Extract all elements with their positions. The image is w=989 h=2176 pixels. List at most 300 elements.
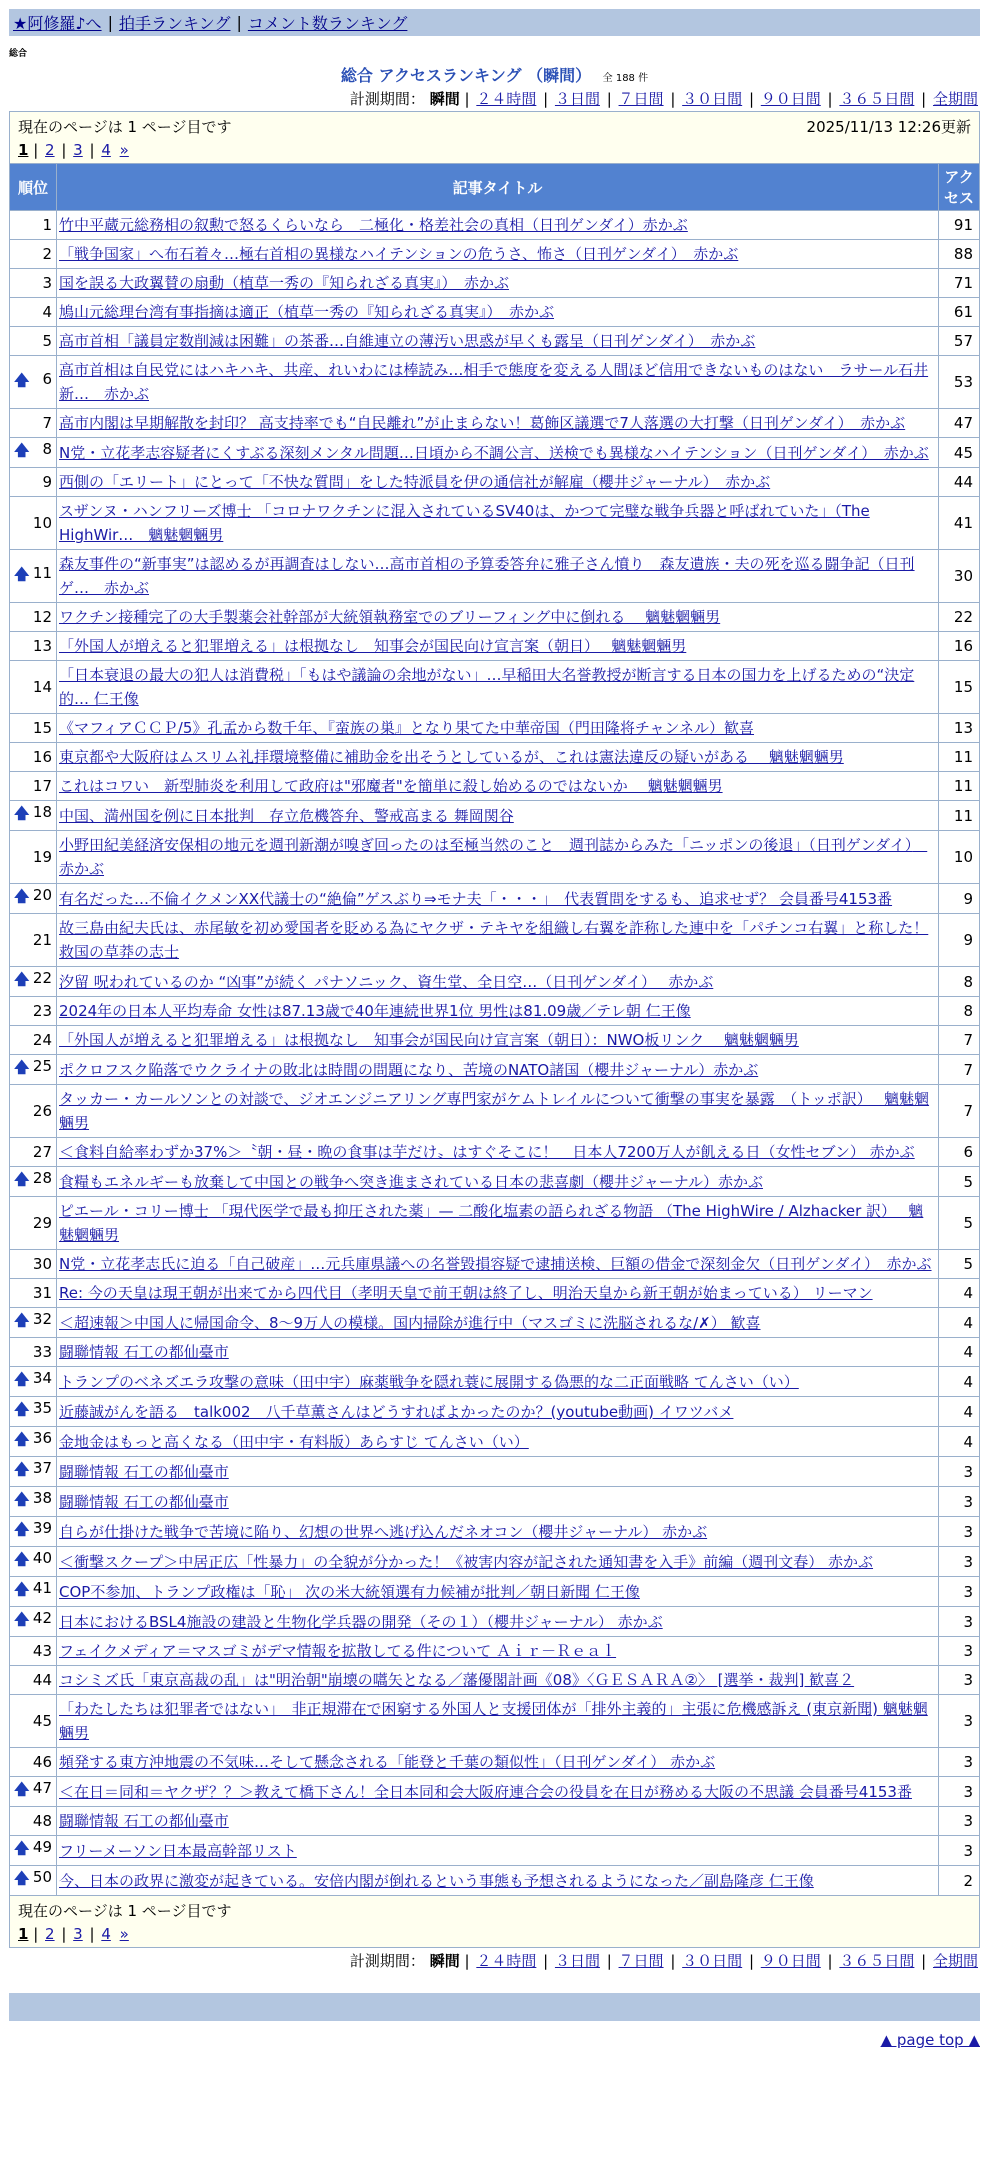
rank-number: 48 (32, 1812, 52, 1830)
period-option-link[interactable]: ２４時間 (476, 90, 537, 108)
article-title-link[interactable]: 国を誤る大政翼賛の扇動（植草一秀の『知られざる真実』） 赤かぶ (59, 274, 510, 292)
access-count: 4 (939, 1279, 980, 1308)
table-row (10, 1338, 980, 1367)
period-separator: | (601, 1952, 617, 1970)
table-row (10, 997, 980, 1026)
period-selector-bottom (9, 1950, 980, 1971)
next-page-link[interactable]: » (119, 141, 129, 159)
article-title-link[interactable]: 「外国人が増えると犯罪増える」は根拠なし 知事会が国民向け宣言案（朝日）：NWO板リンク 魑魅魍魎男 (59, 1031, 799, 1049)
table-row (10, 1577, 980, 1607)
rank-cell (10, 772, 57, 801)
rank-number: 26 (32, 1102, 52, 1120)
rank-number: 10 (32, 514, 52, 532)
title-cell (57, 1666, 939, 1695)
rank-cell (10, 1637, 57, 1666)
rank-cell (10, 211, 57, 240)
table-row (10, 743, 980, 772)
access-count: 4 (939, 1308, 980, 1338)
title-cell (57, 1026, 939, 1055)
rank-cell (10, 1547, 57, 1577)
table-row (10, 409, 980, 438)
rank-cell (10, 468, 57, 497)
title-cell (57, 1836, 939, 1866)
table-row (10, 468, 980, 497)
title-cell (57, 497, 939, 550)
access-column-header: アクセス (939, 164, 980, 211)
article-title-link[interactable]: スザンヌ・ハンフリーズ博士 「コロナワクチンに混入されているSV40は、かつて完璧な戦争兵器と呼ばれていた」（The HighWir… 魑魅魍魎男 (59, 502, 870, 544)
rank-cell (10, 1866, 57, 1896)
page-link[interactable]: 2 (45, 141, 55, 159)
rank-cell (10, 632, 57, 661)
up-arrow-icon: 🡅 (14, 1869, 30, 1887)
period-option-link[interactable]: 全期間 (932, 1952, 978, 1970)
page-link[interactable]: 4 (101, 1925, 111, 1943)
rank-cell (10, 1748, 57, 1777)
article-title-link[interactable]: N党・立花孝志容疑者にくすぶる深刻メンタル問題…日頃から不調公言、送検でも異様なハイテンション（日刊ゲンダイ） 赤かぶ (59, 443, 929, 462)
article-title-link[interactable]: 今、日本の政界に激変が起きている。安倍内閣が倒れるという事態も予想されるようになった／副島隆彦 仁王像 (59, 1871, 814, 1890)
article-title-link[interactable]: コシミズ氏「東京高裁の乱」は"明治朝"崩壊の嚆矢となる／藩優閣計画《08》〈ＧＥＳＡＲＡ②〉 [選挙・裁判] 歓喜２ (59, 1671, 855, 1689)
rank-cell (10, 409, 57, 438)
table-row (10, 1777, 980, 1807)
table-row (10, 1085, 980, 1138)
access-count: 3 (939, 1637, 980, 1666)
page-link[interactable]: 4 (101, 141, 111, 159)
rank-number: 28 (32, 1169, 52, 1187)
current-page-text-bottom: 現在のページは 1 ページ目です (18, 1902, 232, 1920)
title-column-header: 記事タイトル (57, 164, 939, 211)
up-arrow-icon: 🡅 (14, 970, 30, 988)
article-title-link[interactable]: 「外国人が増えると犯罪増える」は根拠なし 知事会が国民向け宣言案（朝日） 魑魅魍魎男 (59, 637, 687, 655)
access-count: 5 (939, 1197, 980, 1250)
article-title-link[interactable]: 有名だった…不倫イクメンXX代議士の“絶倫”ゲスぶり⇒モナ夫「・・・」 代表質問をするも、追求せず？ 会員番号4153番 (59, 889, 893, 908)
article-title-link[interactable]: 闘聯情報 石工の都仙臺市 (59, 1343, 229, 1361)
access-count: 5 (939, 1250, 980, 1279)
period-current: 瞬間 (429, 90, 460, 108)
access-count: 4 (939, 1397, 980, 1427)
rank-number: 40 (32, 1549, 52, 1567)
rank-number: 16 (32, 748, 52, 766)
period-separator: | (538, 90, 553, 108)
title-cell (57, 1487, 939, 1517)
title-cell (57, 438, 939, 468)
article-title-link[interactable]: タッカー・カールソンとの対談で、ジオエンジニアリング専門家がケムトレイルについて衝撃の事実を暴露 （トッポ訳） 魑魅魍魎男 (59, 1090, 930, 1132)
title-cell (57, 831, 939, 884)
article-title-link[interactable]: ピエール・コリー博士 「現代医学で最も抑圧された薬」— 二酸化塩素の語られざる物語 （The HighWire / Alzhacker 訳） 魑魅魍魎男 (59, 1202, 924, 1244)
title-cell (57, 661, 939, 714)
title-cell (57, 298, 939, 327)
rank-number: 42 (32, 1609, 52, 1627)
page-top-link[interactable]: ▲ page top ▲ (880, 2031, 980, 2049)
period-separator: | (665, 1952, 681, 1970)
ranking-title: 総合 アクセスランキング （瞬間） (340, 66, 592, 85)
rank-number: 5 (42, 332, 52, 350)
article-title-link[interactable]: 故三島由紀夫氏は、赤尾敏を初め愛国者を貶める為にヤクザ・テキヤを組織し右翼を詐称した連中を「パチンコ右翼」と称した！ 救国の草莽の志士 (59, 919, 929, 961)
table-row (10, 1607, 980, 1637)
article-title-link[interactable]: 鳩山元総理台湾有事指摘は適正（植草一秀の『知られざる真実』） 赤かぶ (59, 303, 555, 321)
access-count: 9 (939, 884, 980, 914)
period-option-link[interactable]: 全期間 (932, 90, 978, 108)
rank-cell (10, 1397, 57, 1427)
ranking-table (9, 111, 980, 1948)
article-title-link[interactable]: 西側の「エリート」にとって「不快な質問」をした特派員を伊の通信社が解雇（櫻井ジャーナル） 赤かぶ (59, 473, 771, 491)
article-title-link[interactable]: 《マフィアＣＣＰ/5》孔孟から数千年、『蛮族の巣』となり果てた中華帝国（門田隆将チャンネル）歓喜 (59, 719, 755, 737)
up-arrow-icon: 🡅 (14, 804, 30, 822)
article-title-link[interactable]: 高市首相は自民党にはハキハキ、共産、れいわには棒読み…相手で態度を変える人間ほど信用できないものはない ラサール石井 新… 赤かぶ (59, 361, 929, 403)
access-count: 71 (939, 269, 980, 298)
period-option-link[interactable]: ３０日間 (682, 1952, 743, 1970)
access-count: 5 (939, 1167, 980, 1197)
access-count: 3 (939, 1666, 980, 1695)
title-cell (57, 269, 939, 298)
article-title-link[interactable]: Re: 今の天皇は現王朝が出来てから四代目（孝明天皇で前王朝は終了し、明治天皇から新王朝が始まっている） リーマン (59, 1284, 873, 1302)
title-cell (57, 1167, 939, 1197)
rank-number: 6 (42, 369, 52, 388)
comment-ranking-link[interactable]: コメント数ランキング (247, 14, 408, 33)
article-title-link[interactable]: 日本におけるBSL4施設の建設と生物化学兵器の開発（その１）（櫻井ジャーナル） 赤かぶ (59, 1612, 663, 1631)
article-title-link[interactable]: 頻発する東方沖地震の不気味…そして懸念される「能登と千葉の類似性」（日刊ゲンダイ） 赤かぶ (59, 1753, 716, 1771)
period-separator: | (916, 90, 931, 108)
article-title-link[interactable]: これはコワい 新型肺炎を利用して政府は"邪魔者"を簡単に殺し始めるのではないか 魑魅魍魎男 (59, 777, 723, 795)
article-title-link[interactable]: 森友事件の“新事実”は認めるが再調査はしない…高市首相の予算委答弁に雅子さん憤り 森友遺族・夫の死を巡る闘争記（日刊ゲ… 赤かぶ (59, 555, 915, 597)
rank-cell (10, 1487, 57, 1517)
access-count: 3 (939, 1748, 980, 1777)
article-title-link[interactable]: 闘聯情報 石工の都仙臺市 (59, 1462, 229, 1481)
up-arrow-icon: 🡅 (14, 1780, 30, 1798)
title-cell (57, 1607, 939, 1637)
rank-number: 45 (32, 1712, 52, 1730)
up-arrow-icon: 🡅 (14, 1170, 30, 1188)
period-option-link[interactable]: ７日間 (618, 1952, 664, 1970)
period-separator: | (916, 1952, 931, 1970)
article-title-link[interactable]: ＜食料自給率わずか37%＞〝朝・昼・晩の食事は芋だけ〟はすぐそこに！ 日本人7200万人が飢える日（女性セブン） 赤かぶ (59, 1143, 915, 1161)
rank-number: 49 (32, 1838, 52, 1856)
title-cell (57, 1197, 939, 1250)
access-count: 13 (939, 714, 980, 743)
access-count: 3 (939, 1487, 980, 1517)
rank-cell (10, 497, 57, 550)
title-cell (57, 356, 939, 409)
up-arrow-icon: 🡅 (14, 1839, 30, 1857)
table-row (10, 298, 980, 327)
table-row (10, 1487, 980, 1517)
rank-number: 15 (32, 719, 52, 737)
access-count: 9 (939, 914, 980, 967)
page-link[interactable]: 3 (73, 141, 83, 159)
rank-number: 1 (42, 216, 52, 234)
table-row (10, 831, 980, 884)
article-title-link[interactable]: 高市内閣は早期解散を封印？ 高支持率でも“自民離れ”が止まらない！葛飾区議選で7人落選の大打撃（日刊ゲンダイ） 赤かぶ (59, 414, 906, 432)
rank-cell (10, 1836, 57, 1866)
title-cell (57, 1748, 939, 1777)
article-title-link[interactable]: 中国、満州国を例に日本批判 存立危機答弁、警戒高まる 舞岡関谷 (59, 806, 514, 825)
title-cell (57, 1427, 939, 1457)
table-row (10, 714, 980, 743)
clap-ranking-link[interactable]: 拍手ランキング (118, 14, 231, 33)
table-row (10, 1866, 980, 1896)
rank-cell (10, 1695, 57, 1748)
title-cell (57, 1338, 939, 1367)
table-row (10, 269, 980, 298)
rank-cell (10, 298, 57, 327)
article-title-link[interactable]: 「わたしたちは犯罪者ではない」 非正規滞在で困窮する外国人と支援団体が「排外主義的」主張に危機感訴え (東京新聞) 魑魅魍魎男 (59, 1700, 928, 1742)
top-nav-bar (9, 9, 980, 36)
up-arrow-icon: 🡅 (14, 1400, 30, 1418)
period-option-link[interactable]: ９０日間 (760, 1952, 821, 1970)
title-cell (57, 1577, 939, 1607)
title-cell (57, 1308, 939, 1338)
period-option-link[interactable]: ２４時間 (476, 1952, 537, 1970)
table-row (10, 1055, 980, 1085)
rank-cell (10, 269, 57, 298)
access-count: 11 (939, 743, 980, 772)
access-count: 10 (939, 831, 980, 884)
table-row (10, 550, 980, 603)
rank-number: 29 (32, 1214, 52, 1232)
table-row (10, 1197, 980, 1250)
access-count: 11 (939, 801, 980, 831)
rank-number: 30 (32, 1255, 52, 1273)
access-count: 3 (939, 1457, 980, 1487)
rank-cell (10, 327, 57, 356)
article-title-link[interactable]: ＜衝撃スクープ＞中居正広「性暴力」の全貌が分かった！《被害内容が記された通知書を入手》前編（週刊文春） 赤かぶ (59, 1552, 874, 1571)
period-separator: | (822, 1952, 838, 1970)
up-arrow-icon: 🡅 (14, 1610, 30, 1628)
access-count: 41 (939, 497, 980, 550)
up-arrow-icon: 🡅 (14, 1520, 30, 1538)
rank-number: 36 (32, 1429, 52, 1447)
table-row (10, 632, 980, 661)
article-title-link[interactable]: 竹中平蔵元総務相の叙勲で怒るくらいなら 二極化・格差社会の真相（日刊ゲンダイ）赤かぶ (59, 216, 688, 234)
table-row (10, 1547, 980, 1577)
rank-number: 9 (42, 473, 52, 491)
article-title-link[interactable]: 東京都や大阪府はムスリム礼拝環境整備に補助金を出そうとしているが、これは憲法違反の疑いがある 魑魅魍魎男 (59, 748, 844, 766)
rank-number: 14 (32, 678, 52, 696)
article-title-link[interactable]: 金地金はもっと高くなる（田中宇・有料版）あらすじ てんさい（い） (59, 1432, 529, 1451)
article-title-link[interactable]: 高市首相「議員定数削減は困難」の茶番…自維連立の薄汚い思惑が早くも露呈（日刊ゲンダイ） 赤かぶ (59, 332, 756, 350)
rank-number: 7 (42, 414, 52, 432)
rank-number: 4 (42, 303, 52, 321)
article-title-link[interactable]: ポクロフスク陥落でウクライナの敗北は時間の問題になり、苦境のNATO諸国（櫻井ジャーナル）赤かぶ (59, 1060, 759, 1079)
rank-number: 35 (32, 1399, 52, 1417)
article-title-link[interactable]: 闘聯情報 石工の都仙臺市 (59, 1492, 229, 1511)
up-arrow-icon: 🡅 (14, 1550, 30, 1568)
up-arrow-icon: 🡅 (14, 1430, 30, 1448)
access-count: 61 (939, 298, 980, 327)
access-count: 30 (939, 550, 980, 603)
page-link[interactable]: 2 (45, 1925, 55, 1943)
article-title-link[interactable]: 2024年の日本人平均寿命 女性は87.13歳で40年連続世界1位 男性は81.09歳／テレ朝 仁王像 (59, 1002, 691, 1020)
table-row (10, 1748, 980, 1777)
period-label: 計測期間： (349, 1952, 425, 1970)
page-link[interactable]: 3 (73, 1925, 83, 1943)
nav-separator: | (236, 13, 242, 32)
rank-number: 19 (32, 848, 52, 866)
rank-number: 39 (32, 1519, 52, 1537)
rank-number: 50 (32, 1868, 52, 1886)
table-row (10, 661, 980, 714)
total-count: 全 188 件 (602, 73, 649, 84)
access-count: 3 (939, 1807, 980, 1836)
rank-cell (10, 714, 57, 743)
period-separator: | (538, 1952, 553, 1970)
table-row (10, 801, 980, 831)
table-row (10, 1807, 980, 1836)
period-separator: | (464, 1952, 475, 1970)
article-title-link[interactable]: 汐留 呪われているのか “凶事”が続く パナソニック、資生堂、全日空…（日刊ゲンダイ） 赤かぶ (59, 972, 714, 991)
rank-cell (10, 240, 57, 269)
period-option-link[interactable]: ３日間 (554, 1952, 600, 1970)
access-count: 11 (939, 772, 980, 801)
period-option-link[interactable]: ３０日間 (682, 90, 743, 108)
rank-cell (10, 967, 57, 997)
rank-cell (10, 1577, 57, 1607)
rank-cell (10, 1807, 57, 1836)
period-option-link[interactable]: ３６５日間 (839, 1952, 915, 1970)
current-page-number: 1 (18, 141, 29, 159)
rank-cell (10, 1138, 57, 1167)
article-title-link[interactable]: ＜超速報＞中国人に帰国命令、8～9万人の模様。国内掃除が進行中（マスゴミに洗脳されるな/✗） 歓喜 (59, 1313, 761, 1332)
up-arrow-icon: 🡅 (14, 564, 30, 583)
access-count: 3 (939, 1836, 980, 1866)
article-title-link[interactable]: 食糧もエネルギーも放棄して中国との戦争へ突き進まされている日本の悲喜劇（櫻井ジャーナル）赤かぶ (59, 1172, 763, 1191)
rank-cell (10, 1338, 57, 1367)
rank-number: 33 (32, 1343, 52, 1361)
title-cell (57, 772, 939, 801)
rank-number: 32 (32, 1310, 52, 1328)
rank-cell (10, 438, 57, 468)
page-info-top (10, 112, 980, 164)
current-page-text: 現在のページは 1 ページ目です (18, 118, 232, 136)
article-title-link[interactable]: 自らが仕掛けた戦争で苦境に陥り、幻想の世界へ逃げ込んだネオコン（櫻井ジャーナル） 赤かぶ (59, 1522, 708, 1541)
rank-number: 20 (32, 886, 52, 904)
nav-separator: | (107, 13, 113, 32)
table-row (10, 327, 980, 356)
table-row (10, 603, 980, 632)
table-row (10, 1397, 980, 1427)
rank-cell (10, 1517, 57, 1547)
period-current: 瞬間 (429, 1952, 460, 1970)
article-title-link[interactable]: フリーメーソン日本最高幹部リスト (59, 1841, 297, 1860)
period-option-link[interactable]: ７日間 (618, 90, 664, 108)
article-title-link[interactable]: N党・立花孝志氏に迫る「自己破産」…元兵庫県議への名誉毀損容疑で逮捕送検、巨額の借金で深刻金欠（日刊ゲンダイ） 赤かぶ (59, 1255, 932, 1273)
rank-number: 37 (32, 1459, 52, 1477)
rank-cell (10, 1367, 57, 1397)
rank-number: 25 (32, 1057, 52, 1075)
title-cell (57, 967, 939, 997)
article-title-link[interactable]: 「日本衰退の最大の犯人は消費税」「もはや議論の余地がない」…早稲田大名誉教授が断言する日本の国力を上げるための“決定的… 仁王像 (59, 666, 915, 708)
article-title-link[interactable]: トランプのベネズエラ攻撃の意味（田中宇）麻薬戦争を隠れ蓑に展開する偽悪的な二正面戦略 てんさい（い） (59, 1372, 799, 1391)
rank-cell (10, 1250, 57, 1279)
rank-cell (10, 1167, 57, 1197)
access-count: 6 (939, 1138, 980, 1167)
title-cell (57, 632, 939, 661)
rank-cell (10, 831, 57, 884)
rank-number: 17 (32, 777, 52, 795)
home-link[interactable]: ★阿修羅♪へ (13, 14, 102, 33)
footer-bar (9, 1993, 980, 2021)
table-row (10, 438, 980, 468)
title-cell (57, 1367, 939, 1397)
rank-number: 11 (32, 563, 52, 582)
table-row (10, 240, 980, 269)
period-option-link[interactable]: ３６５日間 (839, 90, 915, 108)
table-row (10, 356, 980, 409)
rank-cell (10, 1085, 57, 1138)
rank-number: 13 (32, 637, 52, 655)
period-option-link[interactable]: ９０日間 (760, 90, 821, 108)
title-cell (57, 1517, 939, 1547)
rank-number: 23 (32, 1002, 52, 1020)
rank-cell (10, 801, 57, 831)
article-title-link[interactable]: フェイクメディア＝マスゴミがデマ情報を拡散してる件について Ａｉｒ－Ｒｅａｌ (59, 1642, 617, 1660)
rank-cell (10, 1279, 57, 1308)
pager-top: 1 | 2 | 3 | 4 » (18, 141, 129, 159)
up-arrow-icon: 🡅 (14, 441, 30, 459)
rank-cell (10, 1607, 57, 1637)
table-row (10, 967, 980, 997)
title-cell (57, 1457, 939, 1487)
title-cell (57, 801, 939, 831)
access-count: 88 (939, 240, 980, 269)
access-count: 2 (939, 1866, 980, 1896)
rank-cell (10, 1308, 57, 1338)
table-row (10, 1695, 980, 1748)
table-row (10, 1250, 980, 1279)
title-cell (57, 714, 939, 743)
rank-cell (10, 914, 57, 967)
rank-cell (10, 356, 57, 409)
access-count: 7 (939, 1026, 980, 1055)
title-cell (57, 409, 939, 438)
rank-column-header: 順位 (10, 164, 57, 211)
period-separator: | (744, 1952, 759, 1970)
rank-number: 27 (32, 1143, 52, 1161)
access-count: 4 (939, 1367, 980, 1397)
period-selector-top (9, 88, 980, 109)
title-cell (57, 1055, 939, 1085)
current-page-number: 1 (18, 1925, 29, 1943)
article-title-link[interactable]: ＜在日＝同和＝ヤクザ？？＞教えて橋下さん！全日本同和会大阪府連合会の役員を在日が務める大阪の不思議 会員番号4153番 (59, 1782, 912, 1801)
title-cell (57, 603, 939, 632)
up-arrow-icon: 🡅 (14, 1311, 30, 1329)
access-count: 15 (939, 661, 980, 714)
rank-number: 8 (42, 440, 52, 458)
access-count: 47 (939, 409, 980, 438)
title-cell (57, 997, 939, 1026)
rank-number: 38 (32, 1489, 52, 1507)
article-title-link[interactable]: 「戦争国家」へ布石着々…極右首相の異様なハイテンションの危うさ、怖さ（日刊ゲンダイ） 赤かぶ (59, 245, 739, 263)
article-title-link[interactable]: 小野田紀美経済安保相の地元を週刊新潮が嗅ぎ回ったのは至極当然のこと 週刊誌からみた「ニッポンの後退」（日刊ゲンダイ） 赤かぶ (59, 836, 928, 878)
rank-number: 12 (32, 608, 52, 626)
rank-cell (10, 997, 57, 1026)
article-title-link[interactable]: COP不参加、トランプ政権は「恥」 次の米大統領選有力候補が批判／朝日新聞 仁王像 (59, 1582, 640, 1601)
article-title-link[interactable]: 近藤誠がんを語る talk002 八千草薫さんはどうすればよかったのか？(youtube動画) イワツバメ (59, 1402, 734, 1421)
updated-timestamp: 2025/11/13 12:26更新 (806, 118, 971, 136)
article-title-link[interactable]: 闘聯情報 石工の都仙臺市 (59, 1812, 229, 1830)
title-cell (57, 743, 939, 772)
rank-number: 22 (32, 969, 52, 987)
next-page-link[interactable]: » (119, 1925, 129, 1943)
access-count: 91 (939, 211, 980, 240)
rank-cell (10, 1026, 57, 1055)
table-row (10, 1138, 980, 1167)
access-count: 7 (939, 1055, 980, 1085)
access-count: 44 (939, 468, 980, 497)
rank-number: 18 (32, 803, 52, 821)
article-title-link[interactable]: ワクチン接種完了の大手製薬会社幹部が大統領執務室でのブリーフィング中に倒れる 魑魅魍魎男 (59, 608, 721, 626)
period-option-link[interactable]: ３日間 (554, 90, 600, 108)
access-count: 8 (939, 997, 980, 1026)
